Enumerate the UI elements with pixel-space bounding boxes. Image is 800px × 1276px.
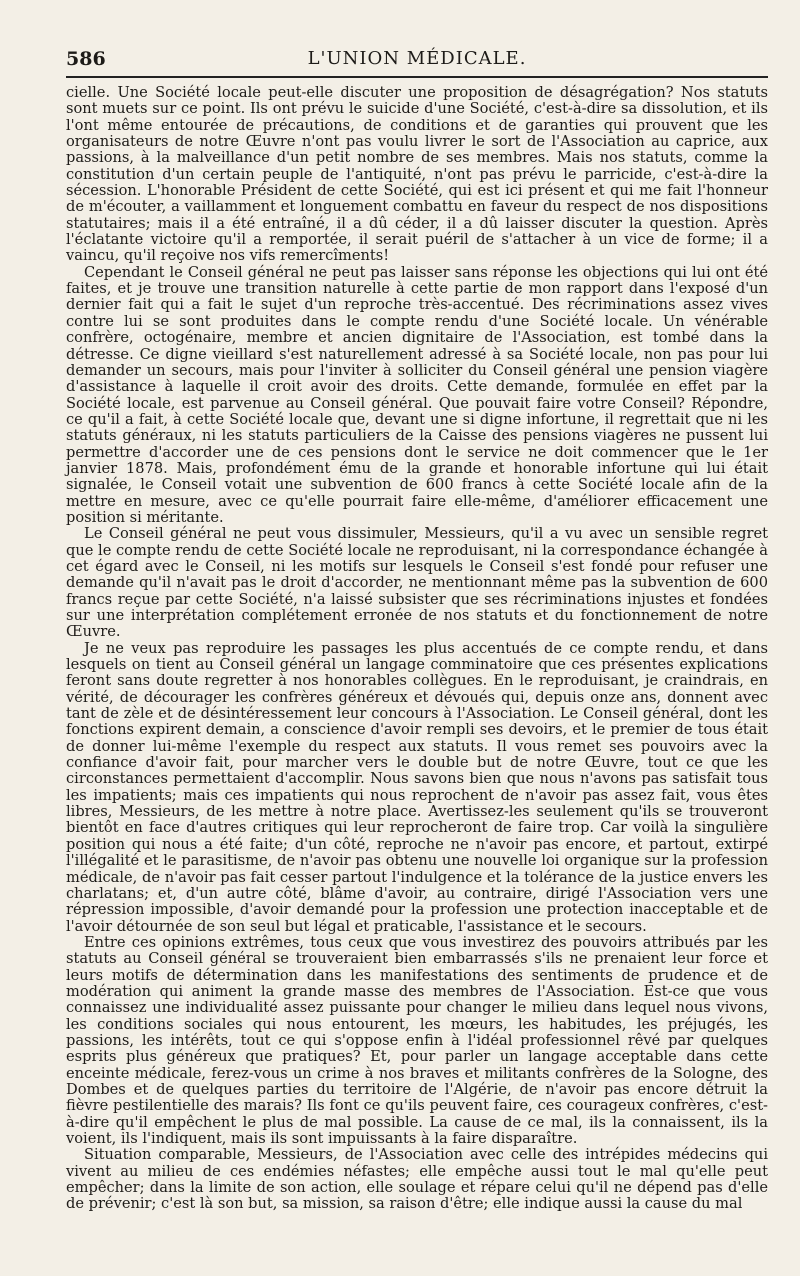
paragraph: Entre ces opinions extrêmes, tous ceux que vous investirez des pouvoirs attribués par les statuts au Conseil général se trouveraient bien embarrassés s'ils ne prenaient leur force et leurs motifs de détermination dans les manifestations des sentiments de prudence et de modération qui animent la grande masse des membres de l'Association. Est-ce que vous connaissez une individualité assez puissante pour changer le milieu dans lequel nous vivons, les conditions sociales qui nous entourent, les mœurs, les habitudes, les préjugés, les passions, les intérêts, tout ce qui s'oppose enfin à l'idéal professionnel rêvé par quelques esprits plus généreux que pratiques? Et, pour parler un langage acceptable dans cette enceinte médicale, ferez-vous un crime à nos braves et militants confrères de la Sologne, des Dombes et de quelques parties du territoire de l'Algérie, de n'avoir pas encore détruit la fièvre pestilentielle des marais? Ils font ce qu'ils peuvent faire, ces courageux confrères, c'est-à-dire qu'il empêchent le plus de mal possible. La cause de ce mal, ils la connaissent, ils la voient, ils l'indiquent, mais ils sont impuissants à la faire disparaître. — [66, 933, 768, 1147]
paragraph: Je ne veux pas reproduire les passages les plus accentués de ce compte rendu, et dans lesquels on tient au Conseil général un langage comminatoire que ces présentes explications feront sans doute regretter à nos honorables collègues. En le reproduisant, je craindrais, en vérité, de décourager les confrères généreux et dévoués qui, depuis onze ans, donnent avec tant de zèle et de désintéressement leur concours à l'Association. Le Conseil général, dont les fonctions expirent demain, a conscience d'avoir rempli ses devoirs, et le premier de tous était de donner lui-même l'exemple du respect aux statuts. Il vous remet ses pouvoirs avec la confiance d'avoir fait, pour marcher vers le double but de notre Œuvre, tout ce que les circonstances permettaient d'accomplir. Nous savons bien que nous n'avons pas satisfait tous les impatients; mais ces impatients qui nous reprochent de n'avoir pas assez fait, vous êtes libres, Messieurs, de les mettre à notre place. Avertissez-les seulement qu'ils se trouveront bientôt en face d'autres critiques qui leur reprocheront de faire trop. Car voilà la singulière position qui nous a été faite; d'un côté, reproche ne n'avoir pas encore, et partout, extirpé l'illégalité et le parasitisme, de n'avoir pas obtenu une nouvelle loi organique sur la profession médicale, de n'avoir pas fait cesser partout l'indulgence et la tolérance de la justice envers les charlatans; et, d'un autre côté, blâme d'avoir, au contraire, dirigé l'Association vers une répression impossible, d'avoir demandé pour la profession une protection inacceptable et de l'avoir détournée de son seul but légal et praticable, l'assistance et le secours. — [66, 639, 768, 935]
paragraph: Le Conseil général ne peut vous dissimuler, Messieurs, qu'il a vu avec un sensible regret que le compte rendu de cette Société locale ne reproduisant, ni la correspondance échangée à cet égard avec le Conseil, ni les motifs sur lesquels le Conseil s'est fondé pour refuser une demande qu'il n'avait pas le droit d'accorder, ne mentionnant même pas la subvention de 600 francs reçue par cette Société, n'a laissé subsister que ses récriminations injustes et fondées sur une interprétation complétement erronée de nos statuts et du fonctionnement de notre Œuvre. — [66, 525, 768, 641]
page-number: 586 — [66, 48, 106, 70]
journal-title: L'UNION MÉDICALE. — [307, 48, 527, 69]
page-header — [66, 42, 768, 78]
article-body — [66, 85, 768, 1213]
paragraph: Cependant le Conseil général ne peut pas laisser sans réponse les objections qui lui ont été faites, et je trouve une transition naturelle à cette partie de mon rapport dans l'exposé d'un dernier fait qui a fait le sujet d'un reproche très-accentué. Des récriminations assez vives contre lui se sont produites dans le compte rendu d'une Société locale. Un vénérable confrère, octogénaire, membre et ancien dignitaire de l'Association, est tombé dans la détresse. Ce digne vieillard s'est naturellement adressé à sa Société locale, non pas pour lui demander un secours, mais pour l'inviter à solliciter du Conseil général une pension viagère d'assistance à laquelle il croit avoir des droits. Cette demande, formulée en effet par la Société locale, est parvenue au Conseil général. Que pouvait faire votre Conseil? Répondre, ce qu'il a fait, à cette Société locale que, devant une si digne infortune, il regrettait que ni les statuts généraux, ni les statuts particuliers de la Caisse des pensions viagères ne pussent lui permettre d'accorder une de ces pensions dont le service ne doit commencer que le 1er janvier 1878. Mais, profondément ému de la grande et honorable infortune qui lui était signalée, le Conseil votait une subvention de 600 francs à cette Société locale afin de la mettre en mesure, avec ce qu'elle pourrait faire elle-même, d'améliorer efficacement une position si méritante. — [66, 263, 768, 526]
paragraph: cielle. Une Société locale peut-elle discuter une proposition de désagrégation? Nos statuts sont muets sur ce point. Ils ont prévu le suicide d'une Société, c'est-à-dire sa dissolution, et ils l'ont même entourée de précautions, de conditions et de garanties qui prouvent que les organisateurs de notre Œuvre n'ont pas voulu livrer le sort de l'Association au caprice, aux passions, à la malveillance d'un petit nombre de ses membres. Mais nos statuts, comme la constitution d'un certain peuple de l'antiquité, n'ont pas prévu le parricide, c'est-à-dire la sécession. L'honorable Président de cette Société, qui est ici présent et qui me fait l'honneur de m'écouter, a vaillamment et longuement combattu en faveur du respect de nos dispositions statutaires; mais il a été entraîné, il a dû céder, il a dû laisser discuter la question. Après l'éclatante victoire qu'il a remportée, il serait puéril de s'attacher à un vice de forme; il a vaincu, qu'il reçoive nos vifs remercîments! — [66, 84, 768, 265]
paragraph: Situation comparable, Messieurs, de l'Association avec celle des intrépides médecins qui vivent au milieu de ces endémies néfastes; elle empêche aussi tout le mal qu'elle peut empêcher; dans la limite de son action, elle soulage et répare celui qu'il ne dépend pas d'elle de prévenir; c'est là son but, sa mission, sa raison d'être; elle indique aussi la cause du mal — [66, 1146, 768, 1213]
